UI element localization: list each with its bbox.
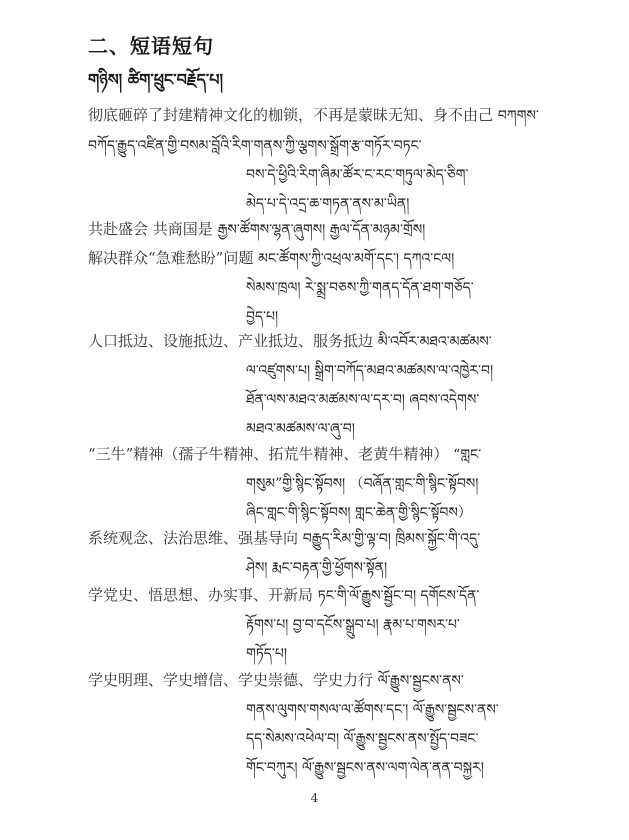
entry-tibetan-line: རྟོགས་པ། བྱ་བ་དངོས་སྒྲུབ་པ། རྣམ་པ་གསར་པ་ (246, 617, 460, 633)
entry-tibetan-line: མཐའ་མཚམས་ལ་ཞུ་བ། (246, 421, 355, 437)
entry-6 (88, 524, 548, 583)
entry-tibetan-first: ཏང་གི་ལོ་རྒྱུས་སྦྱོང་བ། དགོངས་དོན་ (317, 588, 480, 604)
entry-tibetan-first: བཀགས་བཀོད་རྒྱུད་འཛིན་གྱི་བསམ་བློའི་རིག་གནས་ཀྱི་ལྕགས་སྒྲོག་རྩ་གཏོར་བཏང་ (88, 108, 539, 154)
entry-chinese: 解决群众“急难愁盼”问题 (88, 249, 254, 267)
entry-tibetan-first: “གླང་ (453, 447, 482, 463)
entry-2 (88, 215, 548, 245)
entry-3 (88, 244, 548, 332)
entry-7 (88, 581, 548, 669)
entry-tibetan-line: བས་དེ་ཕྱིའི་རིག་ཞིམ་ཚོར་ང་རང་གཏུལ་མེད་ཅིག་ (246, 167, 469, 183)
section-heading-tibetan: གཉིས། ཚིག་ཕྲུང་བརྗོད་པ། (88, 70, 224, 89)
entry-chinese: 学史明理、学史增信、学史崇德、学史力行 (88, 671, 374, 689)
entry-tibetan-line: གསུམ”གྱི་སྙིང་སྟོབས། （བཞོན་གླང་གི་སྙིང་སྟོབས། (246, 476, 479, 492)
entry-4 (88, 327, 548, 444)
entry-chinese: 人口抵边、设施抵边、产业抵边、服务抵边 (88, 332, 374, 350)
entry-chinese: 彻底砸碎了封建精神文化的枷锁，不再是蒙昧无知、身不由己 (88, 106, 494, 124)
entry-8 (88, 666, 548, 783)
entry-tibetan-line: མེད་པ་དེ་འདྲ་ཆ་གཏན་ནས་མ་ཡིན། (246, 196, 410, 212)
entry-tibetan-line: ཤེས། རྨང་བརྟན་གྱི་ཕྱོགས་སྟོན། (246, 560, 388, 576)
entry-tibetan-line: དད་སེམས་འཕེལ་བ། ལོ་རྒྱུས་སྦྱངས་ནས་སྤྱོད་བཟང་ (246, 731, 479, 747)
entry-tibetan-line: གཏོད་པ། (246, 646, 287, 662)
entry-chinese: 系统观念、法治思维、强基导向 (88, 529, 299, 547)
entry-tibetan-first: མི་འབོར་མཐའ་མཚམས་ (377, 334, 492, 350)
entry-tibetan-line: སེམས་ཁྲལ། རེ་སྨྲ་བཅས་ཀྱི་གནད་དོན་ཐག་གཅོད་ (246, 280, 474, 296)
entry-tibetan-line: ལ་འཛུགས་པ། སྒྲིག་བཀོད་མཐའ་མཚམས་ལ་འཁྱེར་བ། (246, 363, 494, 379)
page-number: 4 (310, 791, 319, 805)
entry-tibetan-first: རྒྱས་ཚོགས་ལྷན་ཞུགས། རྒྱལ་དོན་མཉམ་གྲོས། (217, 222, 426, 238)
entry-tibetan-line: བྱེད་པ། (246, 309, 279, 325)
entry-tibetan-first: ལོ་རྒྱུས་སྦྱངས་ནས་ (377, 673, 464, 689)
entry-tibetan-line: ཞིང་གླང་གི་སྙིང་སྟོབས། གླང་ཆེན་གྱི་སྙིང་སྟོབས） (246, 505, 472, 521)
section-heading: 二、短语短句 (88, 34, 214, 58)
entry-tibetan-first: མང་ཚོགས་ཀྱི་འཕྲལ་མགོ་དང་། དཀའ་ངལ། (258, 251, 455, 267)
entry-tibetan-first: བརྒྱུད་རིམ་གྱི་ལྟ་བ། ཁྲིམས་སྐྱོང་གི་འདུ་ (302, 531, 481, 547)
entry-tibetan-line: གོང་བཀུར། ལོ་རྒྱུས་སྦྱངས་ནས་ལག་ལེན་ནན་བསྐྱར། (246, 760, 484, 776)
entry-chinese: “三牛”精神（孺子牛精神、拓荒牛精神、老黄牛精神） (88, 445, 449, 463)
entry-tibetan-line: གནས་ལུགས་གསལ་ལ་ཚོགས་དང་། ལོ་རྒྱུས་སྦྱངས་ནས་ (246, 702, 499, 718)
entry-chinese: 学党史、悟思想、办实事、开新局 (88, 586, 314, 604)
entry-5 (88, 440, 548, 528)
entry-tibetan-line: ཐོན་ལས་མཐའ་མཚམས་ལ་དར་བ། ཞབས་འདེགས་ (246, 392, 480, 408)
entry-chinese: 共赴盛会 共商国是 (88, 220, 213, 238)
entry-1 (88, 101, 548, 219)
